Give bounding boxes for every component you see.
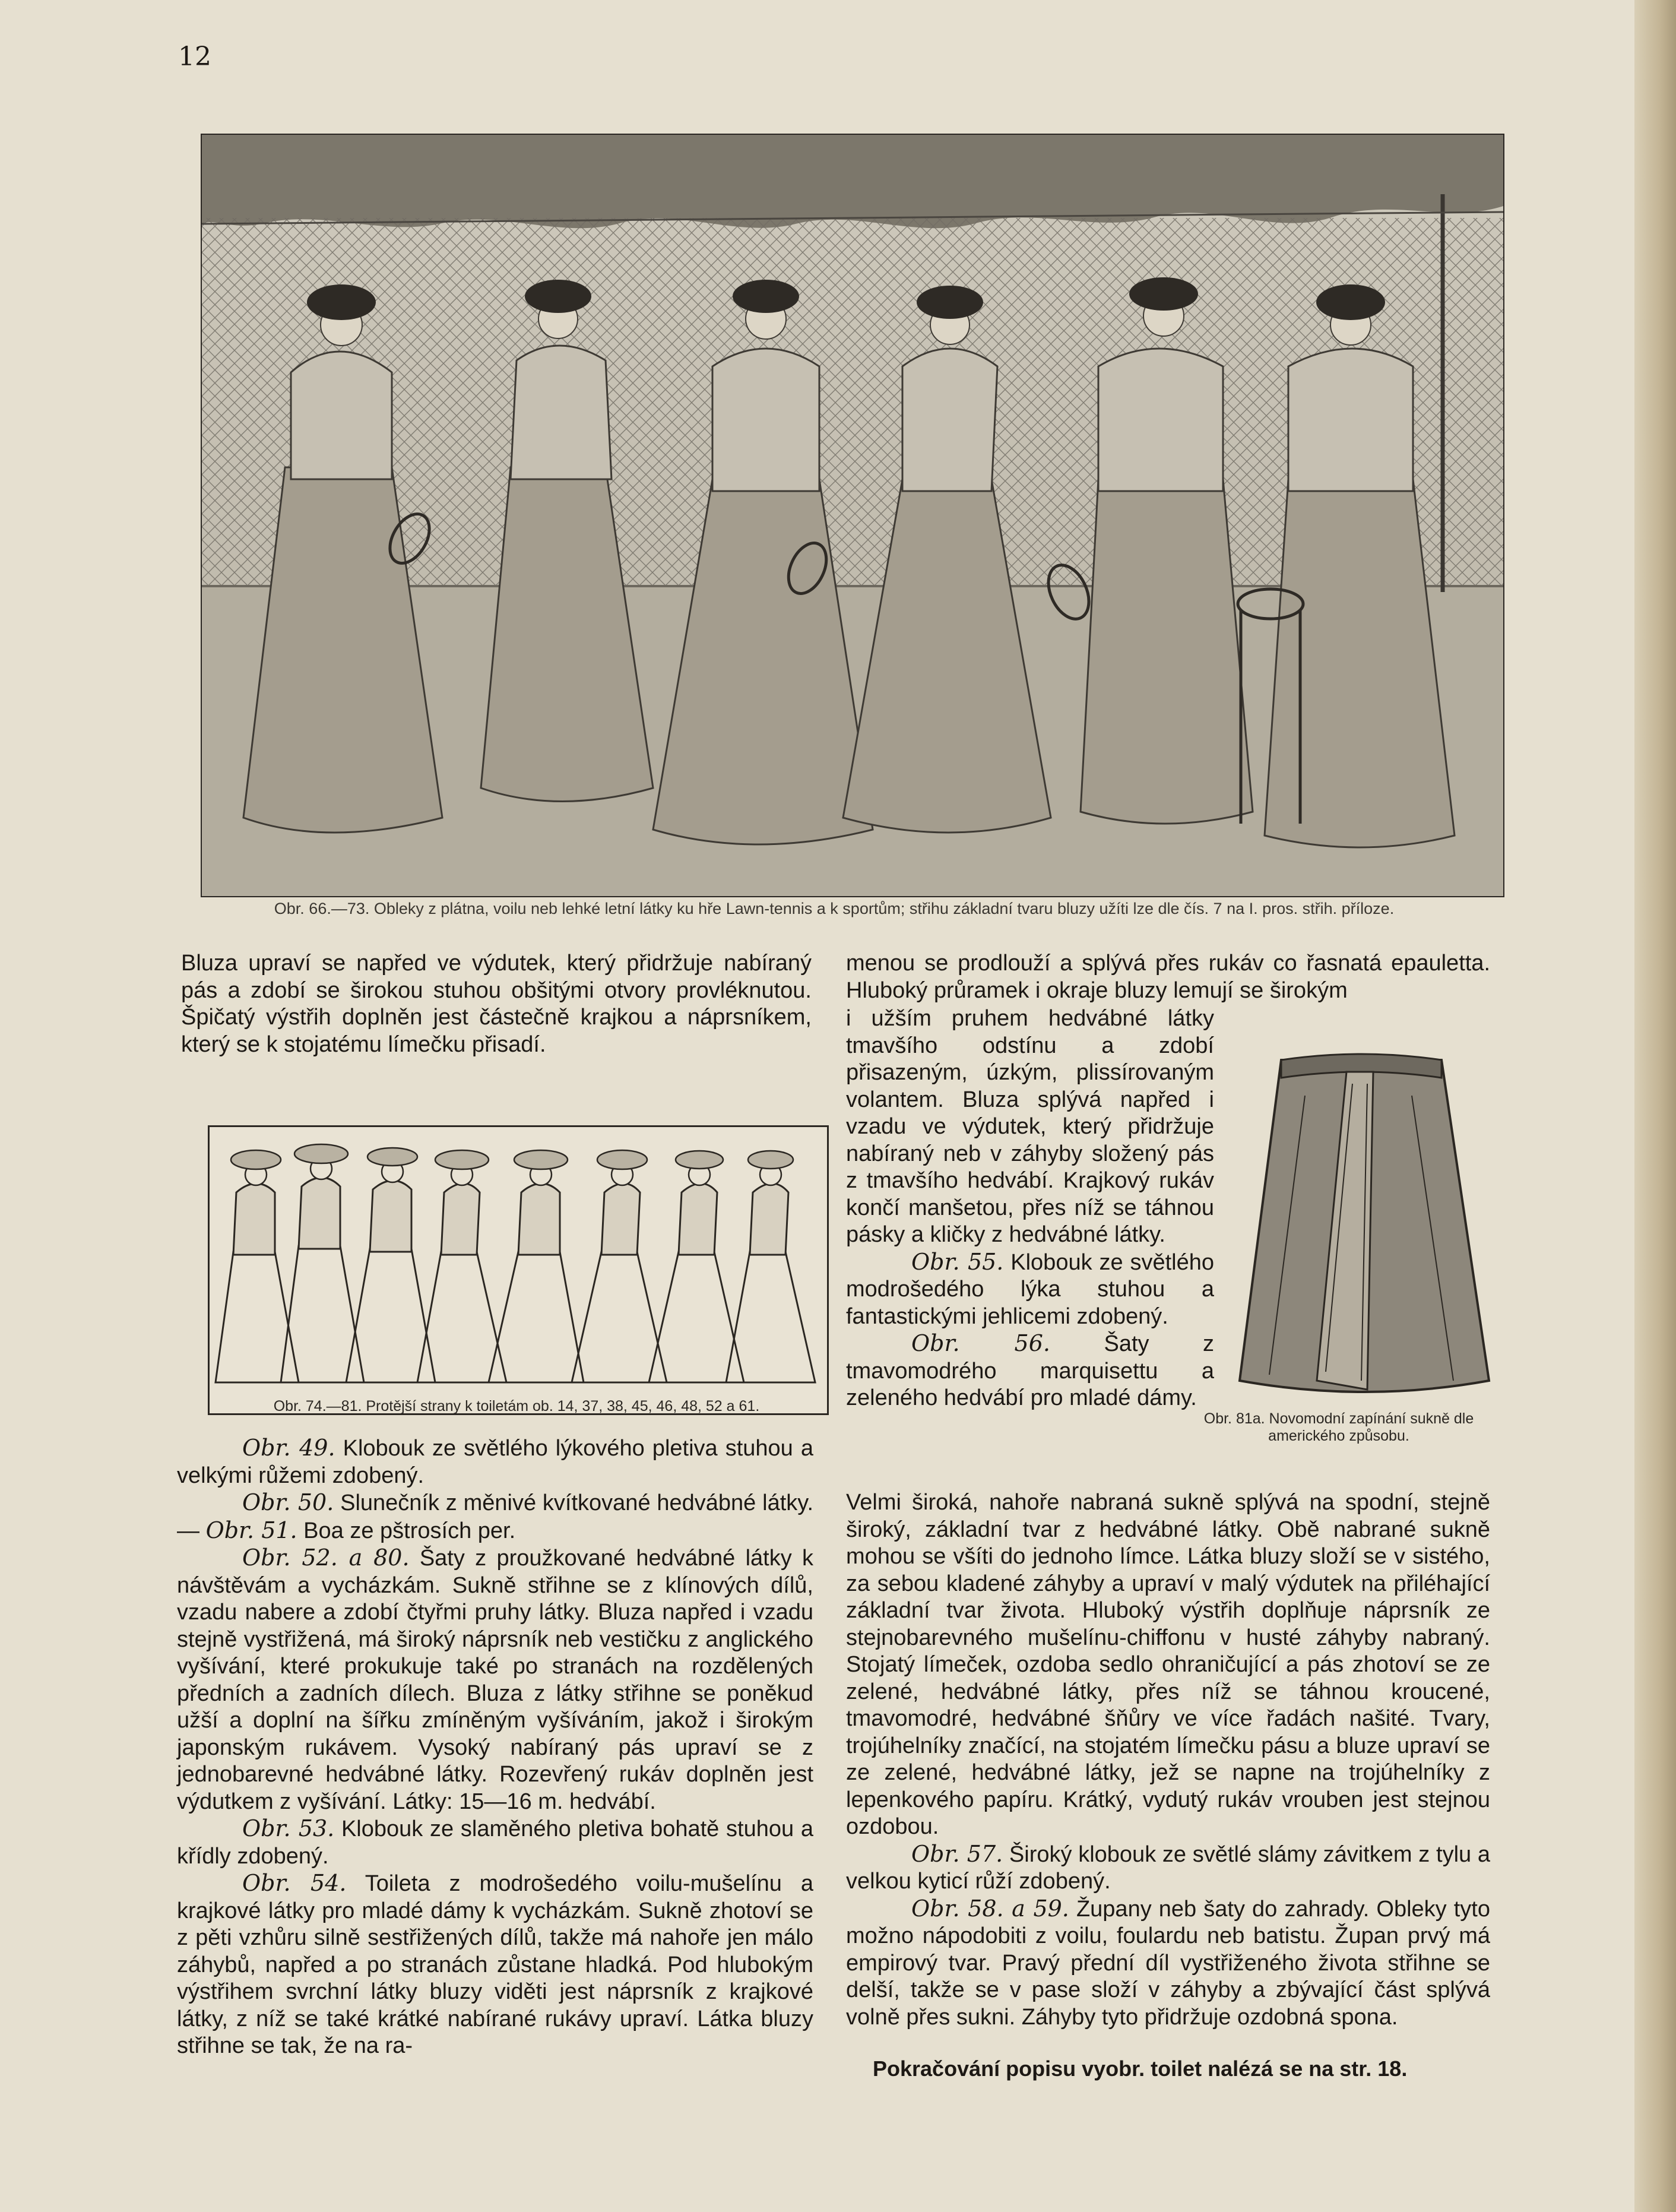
paragraph-obr-52 bbox=[177, 1545, 813, 1815]
intro-paragraph: Bluza upraví se napřed ve výdutek, který přidržuje nabíraný pás a zdobí se širokou stuhou obšitými otvory provléknutou. Špičatý výstřih doplněn jest částečně krajkou a náprsníkem, který se k stojatému límečku přisadí. bbox=[181, 951, 812, 1057]
continuation-note: Pokračování popisu vyobr. toilet nalézá se na str. 18. bbox=[873, 2056, 1408, 2081]
paragraph-obr-54 bbox=[177, 1870, 813, 2060]
paragraph-obr-49 bbox=[177, 1435, 813, 1489]
paragraph-text: Toileta z modrošedého voilu-mušelínu a krajkové látky pro mladé dámy k vycházkám. Sukně zhotoví se z pěti vzhůru silně sestřižených dílů, takže má nahoře jen málo záhybů, napřed a po stranách zůstane hladká. Pod hlubokým výstřihem svrchní látky bluzy viděti jest náprsník z krajkové látky, z níž se také krátké nabírané rukávy upraví. Látka bluzy střihne se tak, že na ra- bbox=[177, 1871, 813, 2058]
left-column-text bbox=[177, 1435, 813, 2060]
right-main-text bbox=[846, 1489, 1490, 2031]
paragraph-text: Slunečník z měnivé kvítkované hedvábné látky. — bbox=[177, 1491, 813, 1543]
figure-ref: Obr. 50. bbox=[242, 1489, 334, 1515]
paragraph-text: Boa ze pštrosích per. bbox=[297, 1518, 516, 1543]
paragraph-text: Župany neb šaty do zahrady. Obleky tyto možno nápodobiti z voilu, foulardu neb batistu. Župan prvý má empirový tvar. Pravý přední díl vystřiženého života střihne se delší, takže se v pase složí v záhyby a zbývající část splývá volně přes sukni. Záhyby tyto přidržuje ozdobná spona. bbox=[846, 1896, 1490, 2030]
paragraph-obr-53 bbox=[177, 1815, 813, 1870]
paragraph-text: Šaty z proužkované hedvábné látky k návštěvám a vycházkám. Sukně střihne se z klínových dílů, vzadu nabere a zdobí čtyřmi pruhy látky. Bluza napřed i vzadu stejně vystřižená, má široký náprsník neb vestičku z anglického vyšívání, které prokukuje také po stranách na rozdělených předních a zadních dílech. Bluza z látky střihne se poněkud užší a doplní na šířku zmíněným vyšíváním, jakož i širokým japonským rukávem. Vysoký nabíraný pás upraví se z jednobarevné hedvábné látky. Rozevřený rukáv doplněn jest výdutkem z vyšívání. Látky: 15—16 m. hedvábí. bbox=[177, 1546, 814, 1814]
paragraph-text: Klobouk ze světlého modrošedého lýka stuhou a fantastickými jehlicemi zdobený. bbox=[846, 1249, 1215, 1329]
left-intro-text bbox=[181, 950, 812, 1058]
figure-ref: Obr. 51. bbox=[205, 1517, 297, 1543]
figure-ref: Obr. 54. bbox=[242, 1870, 347, 1896]
paragraph-text: Široký klobouk ze světlé slámy závitkem z tylu a velkou kyticí růží zdobený. bbox=[846, 1841, 1490, 1894]
paragraph-obr-58 bbox=[846, 1895, 1490, 2031]
paragraph-text: Šaty z tmavomodrého marquisettu a zeleného hedvábí pro mladé dámy. bbox=[846, 1331, 1215, 1410]
figure-ref: Obr. 55. bbox=[911, 1248, 1004, 1275]
paragraph-obr-55 bbox=[846, 1249, 1214, 1331]
figure-ref: Obr. 58. a 59. bbox=[911, 1895, 1069, 1922]
paragraph-text: Klobouk ze světlého lýkového pletiva stuhou a velkými růžemi zdobený. bbox=[177, 1436, 813, 1488]
page-edge-shadow bbox=[1634, 0, 1676, 2212]
paragraph-narrow: i užším pruhem hedvábné látky tmavšího odstínu a zdobí přisazeným, úzkým, plissírovaným volantem. Bluza splývá napřed i vzadu ve výdutek, který přidržuje nabíraný neb v záhyby složený pás z tmavšího hedvábí. Krajkový rukáv končí manšetou, přes níž se táhnou pásky a kličky z hedvábné látky. bbox=[846, 1006, 1214, 1247]
figure-ref: Obr. 52. a 80. bbox=[242, 1545, 410, 1571]
paragraph-obr-57 bbox=[846, 1841, 1490, 1895]
paragraph-main: Velmi široká, nahoře nabraná sukně splývá na spodní, stejně široký, základní tvar z hedvábné látky. Obě nabrané sukně mohou se všíti do jednoho límce. Látka bluzy složí se v sistého, za sebou kladené záhyby a upraví v malý výdutek na přiléhající základní tvar života. Hluboký výstřih doplňuje náprsník ze stejnobarevného mušelínu-chiffonu v husté záhyby nabraný. Stojatý límeček, ozdoba sedlo ohraničující a pás zhotoví se ze zelené, hedvábné látky, přes níž se táhnou kroucené, tmavomodré, hedvábné šňůry ve více řadách našité. Tvary, trojúhelníky značící, na stojatém límečku pásu a bluze upraví se ze zelené, hedvábné látky, jež se napne na trojúhelníky z lepenkového papíru. Krátký, vydutý rukáv vrouben jest stejnou ozdobou. bbox=[846, 1490, 1490, 1839]
skirt-illustration bbox=[1228, 1048, 1502, 1403]
paragraph-obr-56 bbox=[846, 1330, 1214, 1412]
sketch-caption: Obr. 74.—81. Protější strany k toiletám ob. 14, 37, 38, 45, 46, 48, 52 a 61. bbox=[273, 1398, 760, 1414]
paragraph-continued: menou se prodlouží a splývá přes rukáv co řasnatá epauletta. Hluboký průramek i okraje bluzy lemují se širokým bbox=[846, 951, 1490, 1003]
figure-ref: Obr. 49. bbox=[242, 1435, 335, 1461]
right-top-text bbox=[846, 950, 1490, 1004]
paragraph-obr-50 bbox=[177, 1489, 813, 1545]
paragraph-text: Klobouk ze slaměného pletiva bohatě stuhou a křídly zdobený. bbox=[177, 1817, 813, 1869]
figure-ref: Obr. 53. bbox=[242, 1815, 335, 1841]
figure-ref: Obr. 57. bbox=[911, 1840, 1003, 1867]
right-narrow-text bbox=[846, 1005, 1214, 1412]
toilet-sketch-illustration bbox=[208, 1125, 829, 1415]
skirt-caption: Obr. 81a. Novomodní zapínání sukně dle amerického způsobu. bbox=[1203, 1410, 1474, 1444]
page-number: 12 bbox=[178, 42, 211, 72]
tennis-fashion-photo bbox=[201, 134, 1504, 897]
figure-ref: Obr. 56. bbox=[911, 1330, 1050, 1356]
photo-caption: Obr. 66.—73. Obleky z plátna, voilu neb lehké letní látky ku hře Lawn-tennis a k sportům; střihu základní tvaru bluzy užíti lze dle čís. 7 na I. pros. střih. příloze. bbox=[274, 900, 1395, 917]
